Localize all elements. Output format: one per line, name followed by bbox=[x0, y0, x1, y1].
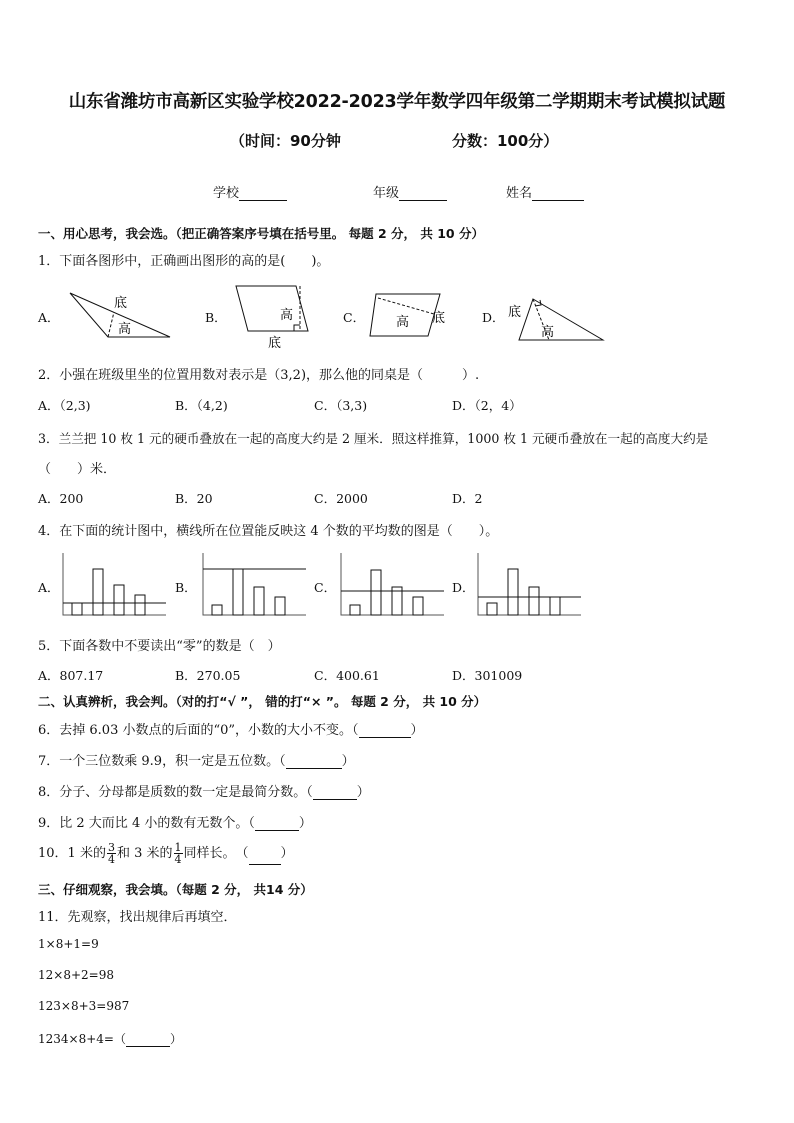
q11-line-2: 12×8+2=98 bbox=[38, 968, 114, 982]
q2-option-c[interactable]: C．（3,3) bbox=[314, 398, 368, 413]
q5-option-b[interactable]: B．270.05 bbox=[175, 668, 241, 683]
section-heading-3: 三、仔细观察，我会填。（每题 2 分， 共14 分） bbox=[38, 882, 313, 897]
q5-option-d[interactable]: D．301009 bbox=[452, 668, 523, 683]
q4-chart-b bbox=[200, 553, 310, 618]
q3-option-a[interactable]: A．200 bbox=[38, 491, 84, 506]
q10-answer-blank[interactable] bbox=[249, 850, 281, 865]
exam-score: 分数：100分） bbox=[452, 132, 559, 150]
question-2: 2．小强在班级里坐的位置用数对表示是（3,2)，那么他的同桌是（ ）. bbox=[38, 368, 480, 383]
q2-option-a[interactable]: A．（2,3) bbox=[38, 398, 91, 413]
question-1: 1．下面各图形中，正确画出图形的高的是( )。 bbox=[38, 254, 330, 269]
q6-answer-blank[interactable] bbox=[359, 723, 411, 738]
question-6: 6．去掉 6.03 小数点的后面的“0”，小数的大小不变。（ ） bbox=[38, 723, 424, 738]
q11-line-1: 1×8+1=9 bbox=[38, 937, 99, 951]
q4-chart-d bbox=[475, 553, 585, 618]
q1-figure-b bbox=[228, 283, 318, 353]
question-9: 9．比 2 大而比 4 小的数有无数个。（ ） bbox=[38, 816, 312, 831]
name-field[interactable]: 姓名 bbox=[506, 182, 584, 201]
q3-option-b[interactable]: B．20 bbox=[175, 491, 213, 506]
q1-figure-d bbox=[505, 296, 610, 346]
q8-answer-blank[interactable] bbox=[313, 785, 357, 800]
q1-option-d[interactable]: D． bbox=[482, 310, 505, 325]
q2-option-d[interactable]: D．（2，4） bbox=[452, 398, 522, 413]
q11-answer-blank[interactable] bbox=[126, 1032, 170, 1047]
page-title: 山东省潍坊市高新区实验学校2022-2023学年数学四年级第二学期期末考试模拟试题 bbox=[68, 92, 726, 112]
q1a-base-label: 底 bbox=[114, 296, 128, 311]
q11-line-4: 1234×8+4=（ ） bbox=[38, 1032, 182, 1046]
q1b-base-label: 底 bbox=[268, 336, 282, 351]
q1-option-b[interactable]: B． bbox=[205, 310, 227, 325]
q1-figure-c bbox=[368, 288, 458, 343]
q11-line-3: 123×8+3=987 bbox=[38, 999, 130, 1013]
q1a-height-label: 高 bbox=[118, 322, 132, 337]
q10-fraction-2: $\frac{1}{4}$ bbox=[174, 841, 182, 866]
q1-figure-a bbox=[60, 285, 180, 345]
q9-answer-blank[interactable] bbox=[255, 816, 299, 831]
question-8: 8．分子、分母都是质数的数一定是最简分数。（ ） bbox=[38, 785, 370, 800]
q1c-base-label: 底 bbox=[432, 311, 446, 326]
q4-option-b[interactable]: B． bbox=[175, 580, 197, 595]
q1-option-a[interactable]: A． bbox=[38, 310, 60, 325]
question-11: 11．先观察，找出规律后再填空． bbox=[38, 910, 237, 925]
q2-option-b[interactable]: B．（4,2) bbox=[175, 398, 228, 413]
q1c-height-label: 高 bbox=[396, 315, 410, 330]
section-heading-2: 二、认真辨析，我会判。（对的打“√ ”， 错的打“× ”。 每题 2 分， 共 10 分） bbox=[38, 694, 487, 709]
q3-option-c[interactable]: C．2000 bbox=[314, 491, 368, 506]
question-4: 4．在下面的统计图中，横线所在位置能反映这 4 个数的平均数的图是（ ）。 bbox=[38, 524, 499, 539]
question-10: 10．1 米的 $\frac{3}{4}$ 和 3 米的 $\frac{1}{4}$ 同样长。 （ ） bbox=[38, 841, 294, 866]
school-field[interactable]: 学校 bbox=[213, 182, 287, 201]
question-3: 3．兰兰把 10 枚 1 元的硬币叠放在一起的高度大约是 2 厘米．照这样推算，1000 枚 1 元硬币叠放在一起的高度大约是 bbox=[38, 431, 709, 446]
question-5: 5．下面各数中不要读出“零”的数是（ ） bbox=[38, 639, 281, 654]
q3-option-d[interactable]: D．2 bbox=[452, 491, 483, 506]
exam-time: （时间：90分钟 bbox=[230, 132, 341, 150]
q7-answer-blank[interactable] bbox=[286, 754, 342, 769]
q4-option-a[interactable]: A． bbox=[38, 580, 60, 595]
q4-chart-c bbox=[338, 553, 448, 618]
q1b-height-label: 高 bbox=[280, 308, 294, 323]
q4-option-c[interactable]: C． bbox=[314, 580, 337, 595]
q5-option-c[interactable]: C．400.61 bbox=[314, 668, 380, 683]
q1d-base-label: 底 bbox=[508, 305, 522, 320]
grade-field[interactable]: 年级 bbox=[373, 182, 447, 201]
q4-chart-a bbox=[60, 553, 170, 618]
section-heading-1: 一、用心思考，我会选。（把正确答案序号填在括号里。 每题 2 分， 共 10 分） bbox=[38, 226, 484, 241]
q1-option-c[interactable]: C． bbox=[343, 310, 366, 325]
q10-fraction-1: $\frac{3}{4}$ bbox=[107, 841, 115, 866]
q1d-height-label: 高 bbox=[541, 325, 555, 340]
question-3-cont: （ ）米． bbox=[38, 462, 117, 477]
q5-option-a[interactable]: A．807.17 bbox=[38, 668, 104, 683]
question-7: 7．一个三位数乘 9.9，积一定是五位数。（ ） bbox=[38, 754, 355, 769]
q4-option-d[interactable]: D． bbox=[452, 580, 475, 595]
